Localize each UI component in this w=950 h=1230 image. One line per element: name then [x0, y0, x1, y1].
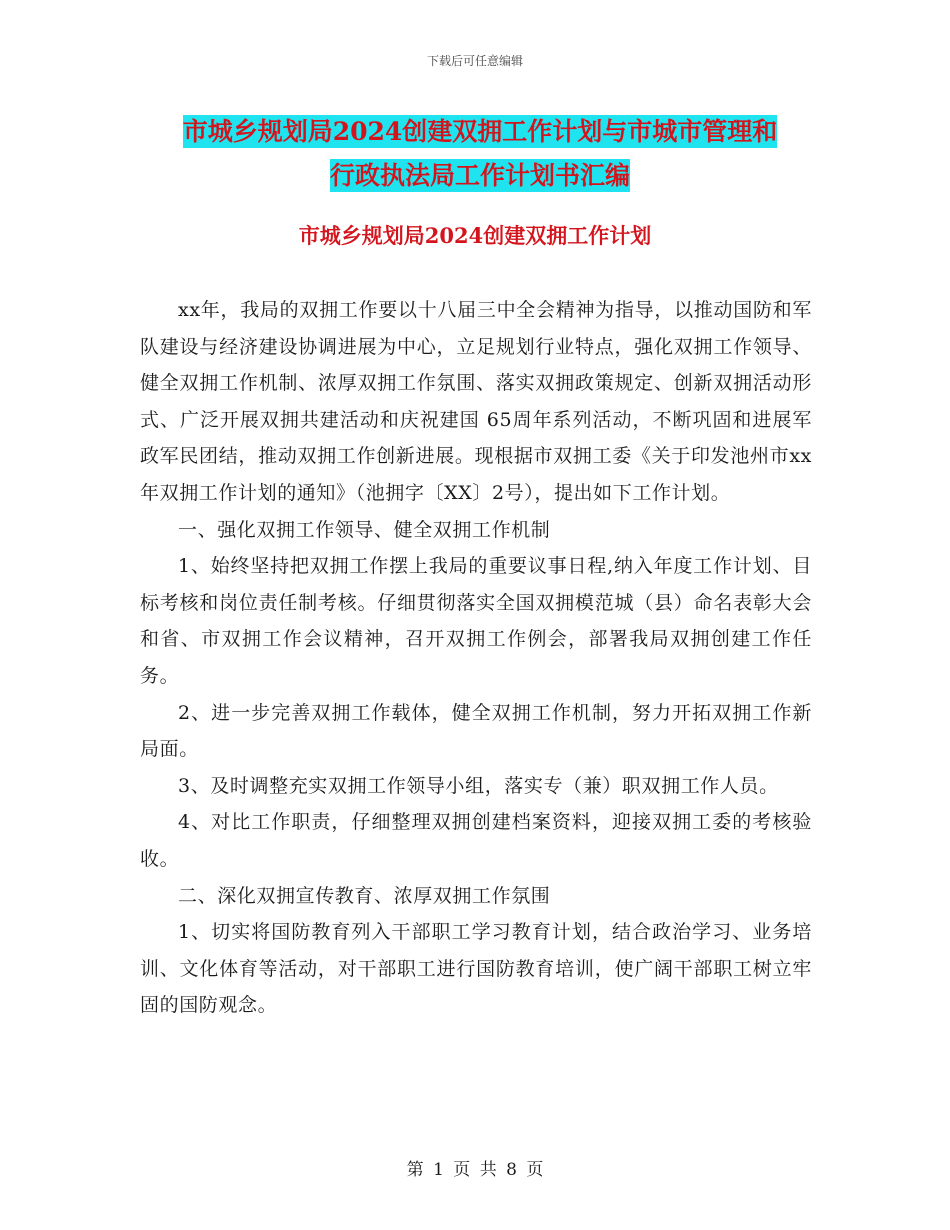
page-number: 第 1 页 共 8 页	[406, 1160, 544, 1180]
paragraph-item: 2、进一步完善双拥工作载体，健全双拥工作机制，努力开拓双拥工作新局面。	[140, 701, 812, 761]
document-title-line-2: 行政执法局工作计划书汇编	[329, 161, 630, 190]
paragraph-item: 1、始终坚持把双拥工作摆上我局的重要议事日程,纳入年度工作计划、目标考核和岗位责任制考核。仔细贯彻落实全国双拥模范城（县）命名表彰大会和省、市双拥工作会议精神，召开双拥工作例会，部署我局双拥创建工作任务。	[140, 555, 812, 687]
document-body	[140, 292, 812, 1024]
paragraph-intro: xx年，我局的双拥工作要以十八届三中全会精神为指导，以推动国防和军队建设与经济建设协调进展为中心，立足规划行业特点，强化双拥工作领导、健全双拥工作机制、浓厚双拥工作氛围、落实双拥政策规定、创新双拥活动形式、广泛开展双拥共建活动和庆祝建国 65周年系列活动，不断巩固和进展军政军民团结，推动双拥工作创新进展。现根据市双拥工委《关于印发池州市xx年双拥工作计划的通知》（池拥字〔XX〕2号），提出如下工作计划。	[140, 299, 812, 504]
paragraph-item: 1、切实将国防教育列入干部职工学习教育计划，结合政治学习、业务培训、文化体育等活动，对干部职工进行国防教育培训，使广阔干部职工树立牢固的国防观念。	[140, 921, 812, 1017]
paragraph-item: 4、对比工作职责，仔细整理双拥创建档案资料，迎接双拥工委的考核验收。	[140, 811, 812, 870]
heading-section-2: 二、深化双拥宣传教育、浓厚双拥工作氛围	[178, 884, 551, 907]
paragraph-item: 3、及时调整充实双拥工作领导小组，落实专（兼）职双拥工作人员。	[178, 774, 779, 797]
document-title	[140, 110, 820, 198]
document-title-line-1: 市城乡规划局2024创建双拥工作计划与市城市管理和	[182, 117, 778, 146]
page-header-note: 下载后可任意编辑	[426, 54, 523, 68]
section-title: 市城乡规划局2024创建双拥工作计划	[298, 223, 652, 248]
heading-section-1: 一、强化双拥工作领导、健全双拥工作机制	[178, 518, 551, 541]
